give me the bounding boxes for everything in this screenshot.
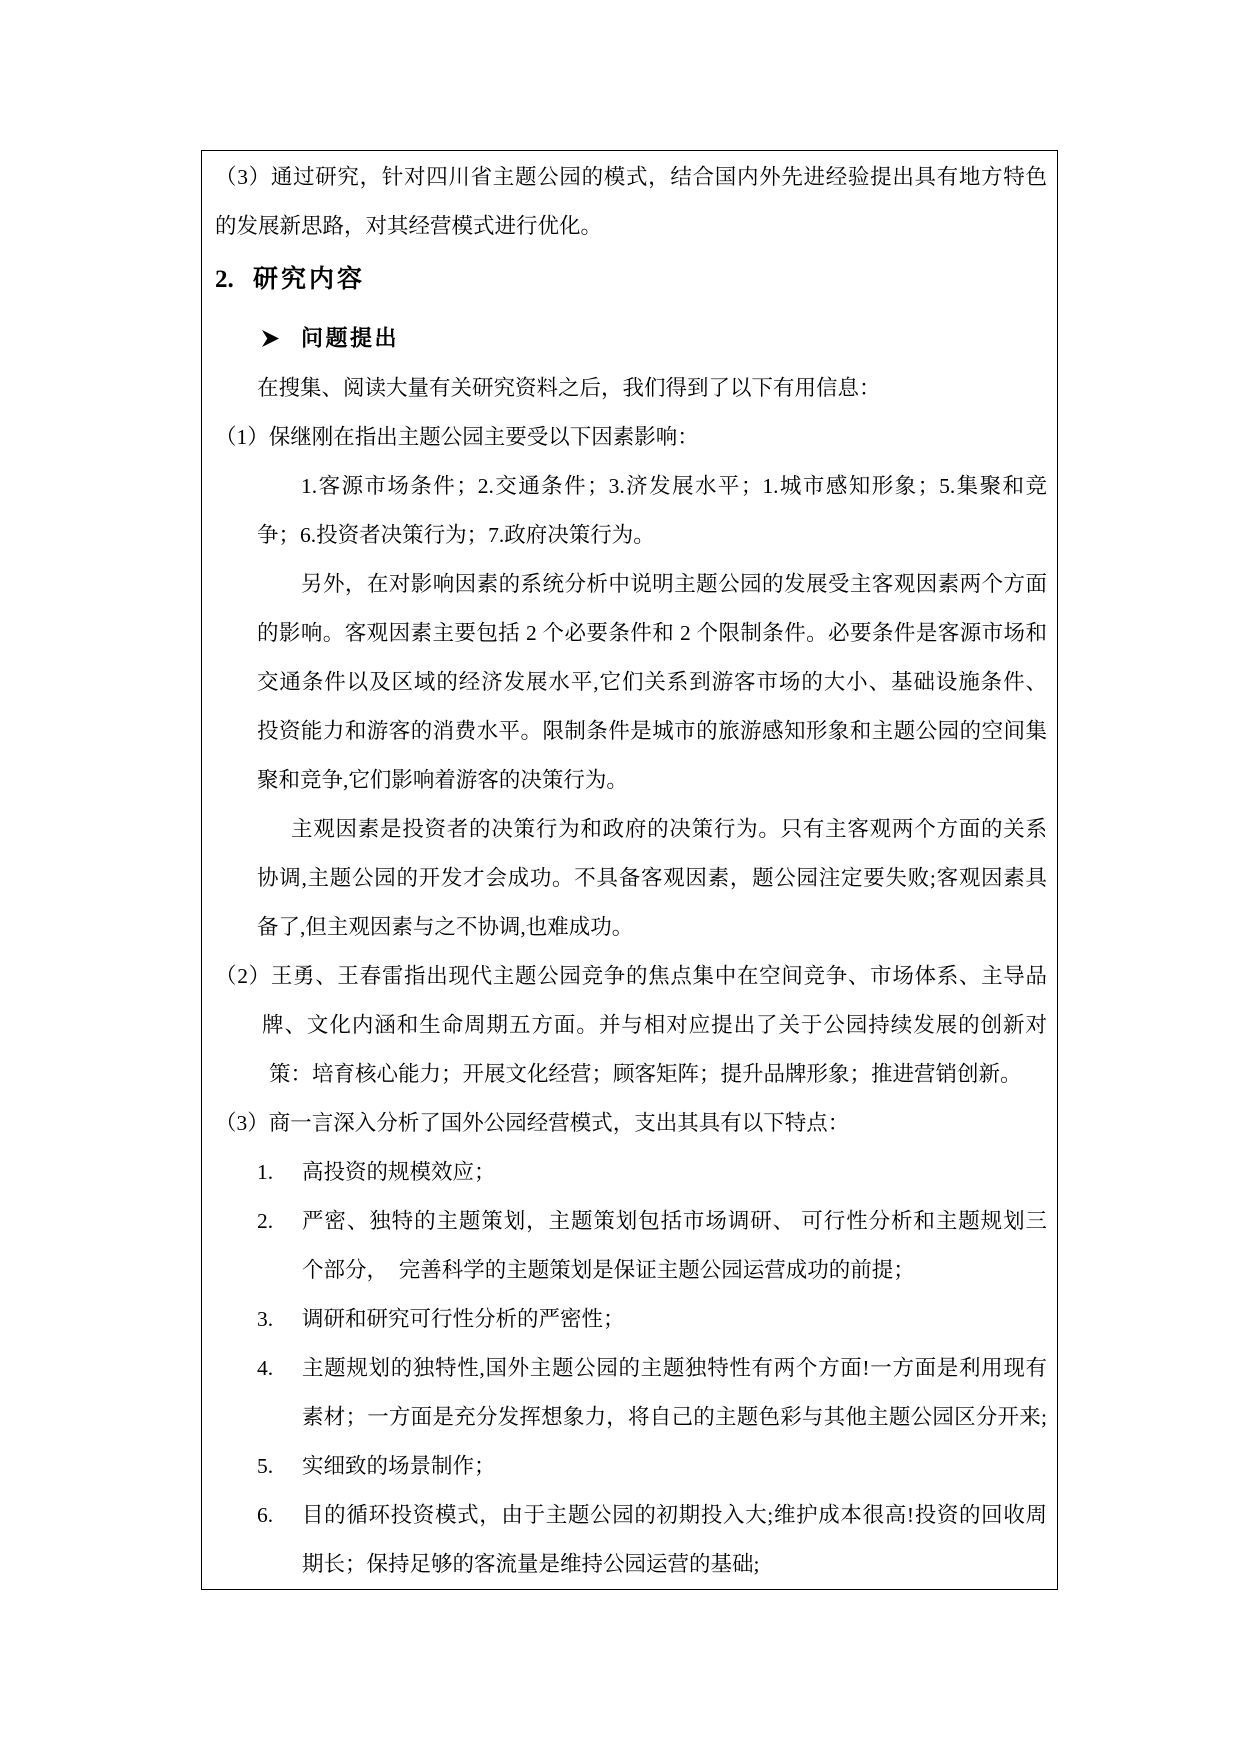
objective-line: 另外，在对影响因素的系统分析中说明主题公园的发展受主客观因素两个方面	[301, 572, 1047, 596]
subsection-title: 问题提出	[301, 325, 400, 351]
section-title: 研究内容	[253, 266, 366, 293]
list-item-line	[257, 1295, 1047, 1344]
factors-line: 1.客源市场条件；2.交通条件；3.济发展水平；1.城市感知形象；5.集聚和竞	[301, 474, 1047, 498]
list-item	[215, 1148, 1047, 1197]
finding-heading: （1）保继刚在指出主题公园主要受以下因素影响：	[215, 425, 699, 449]
objective-line: 的影响。客观因素主要包括 2 个必要条件和 2 个限制条件。必要条件是客源市场和	[257, 621, 1047, 645]
subjective-line: 备了,但主观因素与之不协调,也难成功。	[257, 915, 634, 939]
arrow-bullet-icon	[262, 330, 301, 347]
finding-2	[215, 952, 1047, 1099]
list-item-text: 调研和研究可行性分析的严密性；	[302, 1307, 625, 1331]
list-item-number: 5.	[257, 1454, 274, 1478]
list-item	[215, 1442, 1047, 1491]
finding-line: 策：培育核心能力；开展文化经营；顾客矩阵；提升品牌形象；推进营销创新。	[269, 1062, 1022, 1086]
lead-text: 在搜集、阅读大量有关研究资料之后，我们得到了以下有用信息：	[257, 376, 881, 400]
arrow-bullet-shape	[262, 330, 279, 347]
list-item-number: 2.	[257, 1209, 274, 1233]
finding-3	[215, 1099, 1047, 1589]
objective-line: 投资能力和游客的消费水平。限制条件是城市的旅游感知形象和主题公园的空间集	[257, 719, 1047, 743]
list-item-text: 高投资的规模效应；	[302, 1160, 496, 1184]
list-item-number: 3.	[257, 1307, 274, 1331]
objective-line: 交通条件以及区域的经济发展水平,它们关系到游客市场的大小、基础设施条件、	[257, 670, 1047, 694]
finding-line: （2）王勇、王春雷指出现代主题公园竞争的焦点集中在空间竞争、市场体系、主导品	[215, 964, 1047, 988]
objective-line: 聚和竞争,它们影响着游客的决策行为。	[257, 768, 628, 792]
intro-paragraph	[215, 153, 1047, 251]
content-table-cell	[201, 150, 1058, 1590]
list-item-text: 严密、独特的主题策划，主题策划包括市场调研、 可行性分析和主题规划三	[302, 1209, 1047, 1233]
subjective-line: 主观因素是投资者的决策行为和政府的决策行为。只有主客观两个方面的关系	[291, 817, 1047, 841]
list-item-number: 6.	[257, 1503, 274, 1527]
finding-1	[215, 413, 1047, 952]
list-item	[215, 1491, 1047, 1589]
factors-line: 争；6.投资者决策行为；7.政府决策行为。	[257, 523, 655, 547]
list-item-number: 4.	[257, 1356, 274, 1380]
subjective-line: 协调,主题公园的开发才会成功。不具备客观因素，题公园注定要失败;客观因素具	[257, 866, 1047, 890]
list-item-text: 实细致的场景制作；	[302, 1454, 496, 1478]
list-item-line	[257, 1197, 1047, 1246]
list-item-line	[257, 1148, 1047, 1197]
section-number: 2.	[215, 266, 234, 293]
list-item	[215, 1197, 1047, 1295]
list-item-text: 目的循环投资模式，由于主题公园的初期投入大;维护成本很高!投资的回收周	[302, 1503, 1047, 1527]
list-item-line	[257, 1442, 1047, 1491]
list-item	[215, 1295, 1047, 1344]
list-item	[215, 1344, 1047, 1442]
list-item-line	[257, 1491, 1047, 1540]
list-item-continuation: 素材；一方面是充分发挥想象力，将自己的主题色彩与其他主题公园区分开来;	[302, 1405, 1047, 1429]
finding-line: 牌、文化内涵和生命周期五方面。并与相对应提出了关于公园持续发展的创新对	[262, 1013, 1047, 1037]
list-item-number: 1.	[257, 1160, 274, 1184]
intro-line: （3）通过研究，针对四川省主题公园的模式，结合国内外先进经验提出具有地方特色	[215, 165, 1047, 189]
list-item-continuation: 个部分， 完善科学的主题策划是保证主题公园运营成功的前提；	[302, 1258, 915, 1282]
section-heading	[215, 251, 1047, 309]
list-item-line	[257, 1344, 1047, 1393]
finding-heading: （3）商一言深入分析了国外公园经营模式，支出其具有以下特点：	[215, 1111, 850, 1135]
list-item-continuation: 期长；保持足够的客流量是维持公园运营的基础;	[302, 1552, 760, 1576]
list-item-text: 主题规划的独特性,国外主题公园的主题独特性有两个方面!一方面是利用现有	[302, 1356, 1047, 1380]
intro-line: 的发展新思路，对其经营模式进行优化。	[215, 214, 603, 238]
subsection-heading	[262, 309, 1047, 364]
